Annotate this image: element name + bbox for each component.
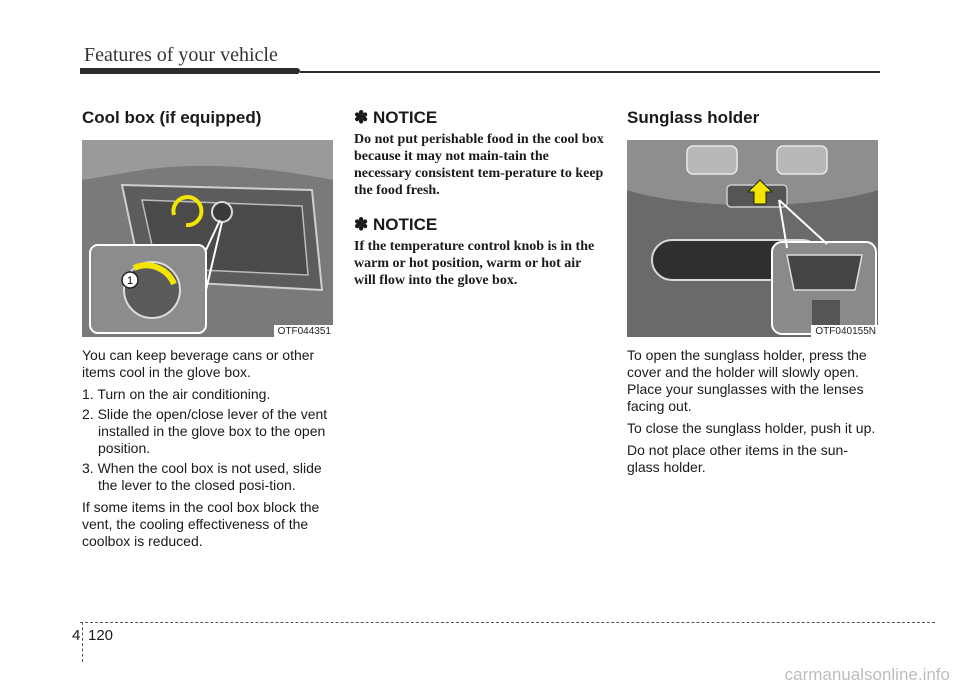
sunglass-holder-section — [627, 108, 879, 481]
notice-body: Do not put perishable food in the cool box because it may not main-tain the necessary consistent tem-perature to keep the food fresh. — [354, 132, 604, 198]
callout-number-icon: 1 — [127, 275, 134, 287]
overhead-console-illustration — [627, 140, 878, 337]
notice-title: ✽ NOTICE — [354, 215, 438, 234]
section-number: 4 — [72, 627, 81, 644]
list-item: 1. Turn on the air conditioning. — [82, 386, 271, 402]
header-rule — [80, 68, 880, 74]
footer-rule — [80, 622, 935, 623]
glove-box-illustration — [82, 140, 333, 337]
watermark: carmanualsonline.info — [784, 665, 950, 684]
sunglass-paragraph: To close the sunglass holder, push it up. — [627, 420, 876, 436]
cool-box-outro: If some items in the cool box block the vent, the cooling effectiveness of the coolbox is reduced. — [82, 499, 320, 549]
page-number: 120 — [88, 627, 114, 644]
sunglass-paragraph: Do not place other items in the sun-glass holder. — [627, 442, 849, 475]
header-rule-thin — [300, 71, 880, 73]
sunglass-holder-heading: Sunglass holder — [627, 108, 760, 127]
cool-box-heading: Cool box (if equipped) — [82, 108, 262, 127]
figure-code: OTF044351 — [274, 325, 333, 337]
notice-title: ✽ NOTICE — [354, 108, 438, 127]
header-title: Features of your vehicle — [84, 44, 278, 66]
cool-box-intro: You can keep beverage cans or other items cool in the glove box. — [82, 347, 315, 380]
cool-box-figure — [82, 140, 333, 337]
sunglass-holder-figure — [627, 140, 878, 337]
sunglass-paragraph: To open the sunglass holder, press the cover and the holder will slowly open. Place your sunglasses with the lenses facing out. — [627, 347, 867, 414]
figure-code: OTF040155N — [811, 325, 878, 337]
cool-box-section — [82, 108, 334, 555]
footer-divider — [82, 622, 83, 662]
list-item: 2. Slide the open/close lever of the vent installed in the glove box to the open position. — [82, 406, 328, 456]
header-rule-thick — [80, 68, 300, 74]
cool-box-steps — [82, 386, 334, 494]
notice-body: If the temperature control knob is in the warm or hot position, warm or hot air will flow into the glove box. — [354, 239, 595, 288]
notice-section — [354, 108, 606, 305]
list-item: 3. When the cool box is not used, slide the lever to the closed posi-tion. — [82, 460, 322, 493]
